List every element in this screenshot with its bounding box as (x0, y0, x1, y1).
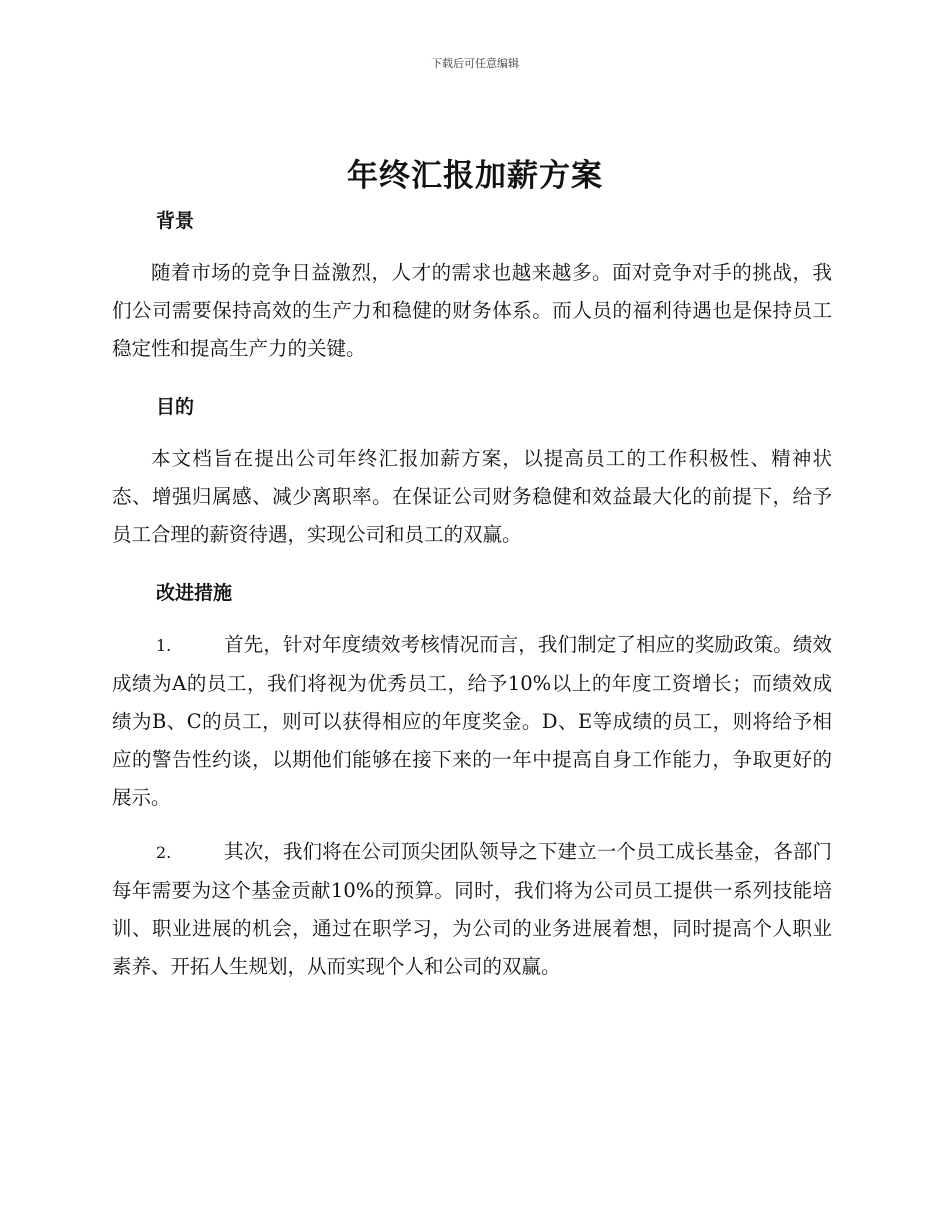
document-body (112, 204, 832, 1000)
list-item-number: 2. (156, 843, 172, 862)
list-item-text: 首先，针对年度绩效考核情况而言，我们制定了相应的奖励政策。绩效成绩为A的员工，我们将视为优秀员工，给予10%以上的年度工资增长；而绩效成绩为B、C的员工，则可以获得相应的年度奖金。D、E等成绩的员工，则将给予相应的警告性约谈，以期他们能够在接下来的一年中提高自身工作能力，争取更好的展示。 (112, 633, 832, 809)
section-heading-measures: 改进措施 (156, 582, 233, 604)
list-item (112, 833, 832, 986)
list-item (112, 626, 832, 817)
section-heading-background: 背景 (156, 210, 195, 232)
list-item-number: 1. (156, 636, 172, 655)
list-item-text: 其次，我们将在公司顶尖团队领导之下建立一个员工成长基金，各部门每年需要为这个基金贡献10%的预算。同时，我们将为公司员工提供一系列技能培训、职业进展的机会，通过在职学习，为公司的业务进展着想，同时提高个人职业素养、开拓人生规划，从而实现个人和公司的双赢。 (112, 840, 832, 978)
section-heading-purpose: 目的 (156, 396, 195, 418)
document-title: 年终汇报加薪方案 (347, 158, 603, 194)
purpose-paragraph: 本文档旨在提出公司年终汇报加薪方案，以提高员工的工作积极性、精神状态、增强归属感、减少离职率。在保证公司财务稳健和效益最大化的前提下，给予员工合理的薪资待遇，实现公司和员工的双赢。 (112, 447, 832, 546)
header-note: 下载后可任意编辑 (431, 57, 519, 70)
background-paragraph: 随着市场的竞争日益激烈，人才的需求也越来越多。面对竞争对手的挑战，我们公司需要保持高效的生产力和稳健的财务体系。而人员的福利待遇也是保持员工稳定性和提高生产力的关键。 (112, 261, 832, 360)
